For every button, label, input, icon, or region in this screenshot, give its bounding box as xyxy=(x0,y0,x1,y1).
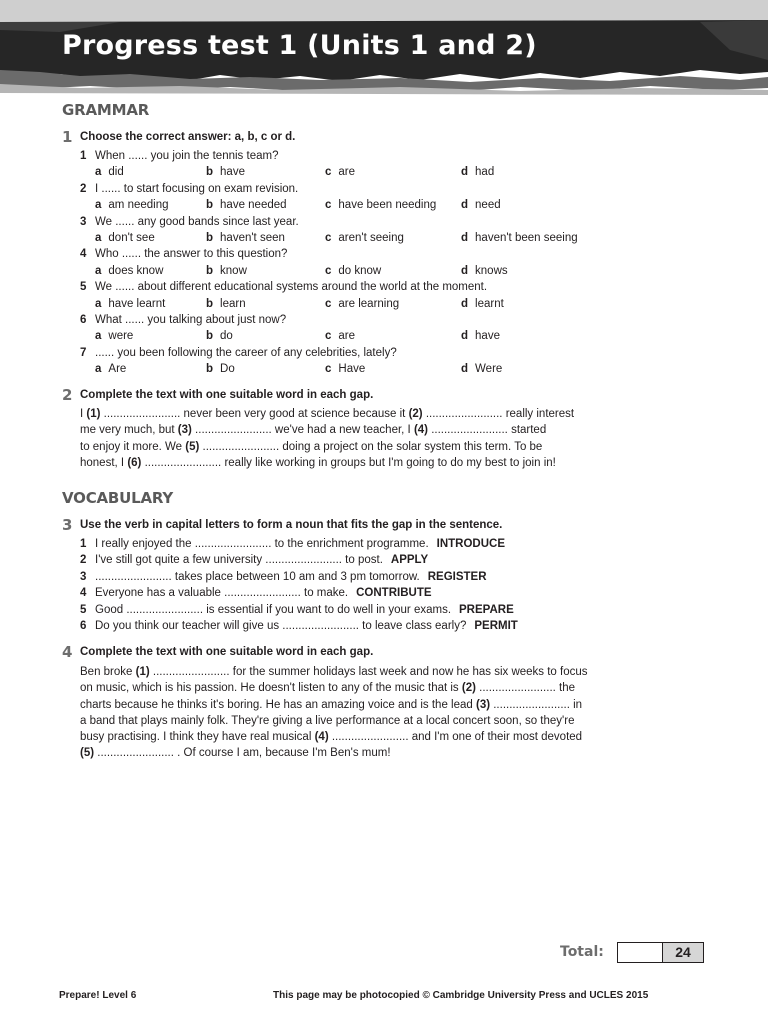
text-line xyxy=(80,406,640,422)
text-line xyxy=(80,664,640,680)
text-segment: ........................ never been very good at science because it xyxy=(100,408,409,420)
options-row xyxy=(80,363,720,379)
options-row xyxy=(80,199,720,215)
text-segment: a band that plays mainly folk. They're giving a live performance at a local concert soon, so they're xyxy=(80,714,575,727)
option-a: a am needing xyxy=(95,199,169,212)
question-row xyxy=(80,314,720,330)
option-a: a Are xyxy=(95,363,127,376)
gap-number: (2) xyxy=(408,408,423,420)
question-row xyxy=(80,281,720,297)
gap-number: (1) xyxy=(86,408,101,420)
item-text: Good ........................ is essential if you want to do well in your exams. PREPARE xyxy=(95,603,514,616)
footer-level: Prepare! Level 6 xyxy=(59,990,137,1001)
list-item xyxy=(80,571,680,587)
option-c: c do know xyxy=(325,264,382,277)
option-d: d haven't been seeing xyxy=(461,231,578,244)
gap-number: (5) xyxy=(80,747,95,760)
question-text: Who ...... the answer to this question? xyxy=(95,248,288,261)
option-b: b have xyxy=(206,166,245,179)
item-number: 2 xyxy=(80,554,87,567)
option-d: d need xyxy=(461,199,501,212)
text-segment: charts because he thinks it's boring. He has an amazing voice and is the lead xyxy=(80,698,476,711)
gap-number: (3) xyxy=(177,424,192,437)
option-c: c aren't seeing xyxy=(325,231,404,244)
text-segment: ........................ started xyxy=(428,424,547,437)
option-b: b have needed xyxy=(206,199,287,212)
question-text: ...... you been following the career of any celebrities, lately? xyxy=(95,346,397,359)
list-item xyxy=(80,538,680,554)
option-b: b Do xyxy=(206,363,235,376)
gap-number: (4) xyxy=(314,731,329,744)
item-number: 3 xyxy=(80,570,87,583)
item-text: ........................ takes place between 10 am and 3 pm tomorrow. REGISTER xyxy=(95,570,487,583)
option-b: b haven't seen xyxy=(206,231,285,244)
exercise-number: 1 xyxy=(62,128,73,146)
text-line xyxy=(80,713,640,729)
text-line xyxy=(80,439,640,455)
option-d: d had xyxy=(461,166,495,179)
question-number: 2 xyxy=(80,182,87,195)
grammar-heading: GRAMMAR xyxy=(62,101,150,119)
question-number: 6 xyxy=(80,313,87,326)
gap-number: (5) xyxy=(185,440,200,453)
option-a: a have learnt xyxy=(95,297,166,310)
item-text: I really enjoyed the ........................ to the enrichment programme. INTRODUCE xyxy=(95,538,506,550)
question-row xyxy=(80,248,720,264)
gap-number: (4) xyxy=(413,424,428,437)
text-segment: ........................ for the summer holidays last week and now he has six weeks to focus xyxy=(149,666,588,678)
exercise-1-questions xyxy=(80,150,720,379)
option-a: a don't see xyxy=(95,231,155,244)
option-c: c are xyxy=(325,330,356,343)
question-number: 3 xyxy=(80,215,87,228)
question-row xyxy=(80,347,720,363)
vocabulary-heading: VOCABULARY xyxy=(62,489,174,507)
header-banner xyxy=(0,0,768,100)
text-segment: busy practising. I think they have real musical xyxy=(80,731,315,744)
item-text: Everyone has a valuable ........................ to make. CONTRIBUTE xyxy=(95,587,432,600)
list-item xyxy=(80,620,680,636)
option-c: c Have xyxy=(325,363,366,376)
exercise-4-text xyxy=(80,664,640,762)
options-row xyxy=(80,265,720,281)
exercise-instruction: Use the verb in capital letters to form a noun that fits the gap in the sentence. xyxy=(80,519,503,531)
question-row xyxy=(80,183,720,199)
option-c: c are xyxy=(325,166,356,179)
option-a: a did xyxy=(95,166,124,179)
text-segment: me very much, but xyxy=(80,424,178,437)
question-number: 5 xyxy=(80,281,87,294)
question-number: 7 xyxy=(80,346,87,359)
exercise-instruction: Complete the text with one suitable word in each gap. xyxy=(80,646,374,658)
exercise-3-items xyxy=(80,538,680,636)
gap-number: (3) xyxy=(475,698,491,711)
item-text: Do you think our teacher will give us ........................ to leave class early? PERMIT xyxy=(95,619,518,632)
options-row xyxy=(80,298,720,314)
question-text: When ...... you join the tennis team? xyxy=(95,150,279,162)
options-row xyxy=(80,166,720,182)
text-segment: honest, I xyxy=(80,456,128,469)
item-number: 5 xyxy=(80,603,87,616)
option-b: b know xyxy=(206,264,247,277)
text-segment: ........................ . Of course I am, because I'm Ben's mum! xyxy=(94,747,391,760)
option-c: c are learning xyxy=(325,297,400,310)
text-segment: ........................ and I'm one of their most devoted xyxy=(328,731,583,744)
exercise-instruction: Choose the correct answer: a, b, c or d. xyxy=(80,131,296,143)
total-marks: 24 xyxy=(663,943,703,962)
option-b: b learn xyxy=(206,297,246,310)
question-number: 1 xyxy=(80,150,87,162)
list-item xyxy=(80,587,680,603)
gap-number: (2) xyxy=(461,682,476,695)
item-number: 4 xyxy=(80,587,87,600)
text-segment: on music, which is his passion. He doesn't listen to any of the music that is xyxy=(80,682,462,695)
option-a: a does know xyxy=(95,264,164,277)
capital-word: APPLY xyxy=(390,554,429,567)
exercise-number: 3 xyxy=(62,516,73,534)
question-row xyxy=(80,216,720,232)
text-line xyxy=(80,455,640,471)
option-d: d learnt xyxy=(461,297,504,310)
total-label: Total: xyxy=(560,944,604,960)
total-score-box xyxy=(617,942,704,963)
option-b: b do xyxy=(206,330,233,343)
exercise-number: 4 xyxy=(62,643,73,661)
capital-word: REGISTER xyxy=(427,570,487,583)
gap-number: (6) xyxy=(127,456,142,469)
text-line xyxy=(80,729,640,745)
question-text: I ...... to start focusing on exam revision. xyxy=(95,182,299,195)
option-d: d Were xyxy=(461,363,503,376)
text-segment: ........................ really like working in groups but I'm going to do my best to join in! xyxy=(141,456,556,469)
option-d: d have xyxy=(461,330,500,343)
text-segment: I xyxy=(80,408,87,420)
item-number: 1 xyxy=(80,538,87,550)
options-row xyxy=(80,330,720,346)
options-row xyxy=(80,232,720,248)
text-line xyxy=(80,680,640,696)
question-number: 4 xyxy=(80,248,87,261)
option-a: a were xyxy=(95,330,134,343)
text-segment: ........................ in xyxy=(490,698,583,711)
capital-word: PERMIT xyxy=(474,619,518,632)
text-segment: ........................ really interest xyxy=(422,408,575,420)
text-line xyxy=(80,697,640,713)
capital-word: CONTRIBUTE xyxy=(356,587,432,600)
capital-word: INTRODUCE xyxy=(436,538,506,550)
list-item xyxy=(80,554,680,570)
option-d: d knows xyxy=(461,264,508,277)
question-text: We ...... about different educational systems around the world at the moment. xyxy=(95,281,488,294)
question-row xyxy=(80,150,720,166)
text-line xyxy=(80,422,640,438)
footer-copyright: This page may be photocopied © Cambridge University Press and UCLES 2015 xyxy=(273,990,649,1001)
option-c: c have been needing xyxy=(325,199,437,212)
item-number: 6 xyxy=(80,619,87,632)
text-segment: ........................ the xyxy=(475,682,576,695)
page-title: Progress test 1 (Units 1 and 2) xyxy=(62,30,537,61)
question-text: We ...... any good bands since last year. xyxy=(95,215,299,228)
text-line xyxy=(80,745,640,761)
score-entry-field[interactable] xyxy=(618,943,663,962)
text-segment: ........................ doing a project on the solar system this term. To be xyxy=(199,440,543,453)
question-text: What ...... you talking about just now? xyxy=(95,313,287,326)
gap-number: (1) xyxy=(135,666,150,678)
exercise-instruction: Complete the text with one suitable word in each gap. xyxy=(80,389,374,401)
item-text: I've still got quite a few university ........................ to post. APPLY xyxy=(95,554,429,567)
text-segment: Ben broke xyxy=(80,666,136,678)
text-segment: to enjoy it more. We xyxy=(80,440,186,453)
text-segment: ........................ we've had a new teacher, I xyxy=(191,424,414,437)
exercise-number: 2 xyxy=(62,386,73,404)
list-item xyxy=(80,604,680,620)
exercise-2-text xyxy=(80,406,640,471)
capital-word: PREPARE xyxy=(459,603,514,616)
